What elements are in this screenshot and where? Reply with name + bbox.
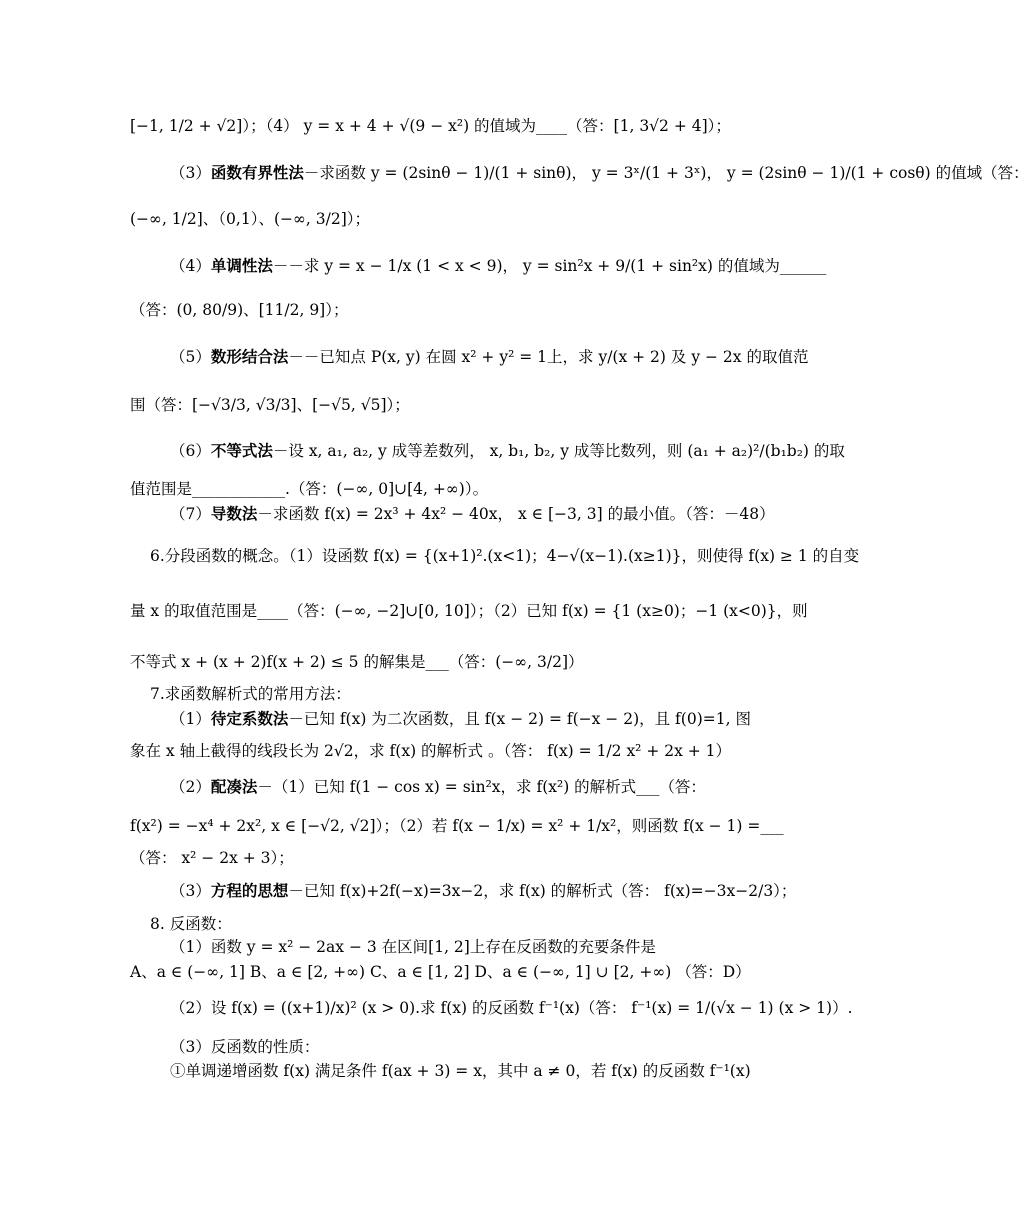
method-derivative: （7）导数法－求函数 f(x) = 2x³ + 4x² − 40x， x ∈ [−3, 3] 的最小值。（答：－48） [170,505,775,523]
text-line-25: （3）反函数的性质： [170,1038,320,1056]
text-line-5: （答：(0, 80/9)、[11/2, 9]）； [130,301,349,319]
text-line-16: 象在 x 轴上截得的线段长为 2√2，求 f(x) 的解析式 。（答： f(x) = 1/2 x² + 2x + 1） [130,742,732,760]
multiple-choice-options: A、a ∈ (−∞, 1] B、a ∈ [2, +∞) C、a ∈ [1, 2] D、a ∈ (−∞, 1] ∪ [2, +∞) （答：D） [130,963,751,981]
method-composition: （2）配凑法－（1）已知 f(1 − cos x) = sin²x，求 f(x²) 的解析式___（答： [170,778,706,796]
text-line-3: (−∞, 1/2]、（0,1）、(−∞, 3/2]）； [130,210,370,228]
method-undetermined-coefficients: （1）待定系数法－已知 f(x) 为二次函数，且 f(x − 2) = f(−x − 2)，且 f(0)=1, 图 [170,710,751,728]
text-line-13: 不等式 x + (x + 2)f(x + 2) ≤ 5 的解集是___（答：(−∞, 3/2]） [130,653,584,671]
text-line-9: 值范围是____________.（答：(−∞, 0]∪[4, +∞)）。 [130,480,489,498]
text-line-1: [−1, 1/2 + √2]）；（4） y = x + 4 + √(9 − x²) 的值域为____（答：[1, 3√2 + 4]）； [130,117,731,135]
method-boundedness: （3）函数有界性法－求函数 y = (2sinθ − 1)/(1 + sinθ)， y = 3ˣ/(1 + 3ˣ)， y = (2sinθ − 1)/(1 + cosθ) 的值域（答： [170,164,1029,182]
section-6-heading: 6.分段函数的概念。（1）设函数 f(x) = {(x+1)².(x<1)；4−√(x−1).(x≥1)}，则使得 f(x) ≥ 1 的自变 [150,547,860,565]
method-geometric: （5）数形结合法－－已知点 P(x, y) 在圆 x² + y² = 1上，求 y/(x + 2) 及 y − 2x 的取值范 [170,348,809,366]
text-line-24: （2）设 f(x) = ((x+1)/x)² (x > 0).求 f(x) 的反函数 f⁻¹(x)（答： f⁻¹(x) = 1/(√x − 1) (x > 1)）. [170,999,853,1017]
section-7-heading: 7.求函数解析式的常用方法： [150,685,351,703]
method-inequality: （6）不等式法－设 x, a₁, a₂, y 成等差数列， x, b₁, b₂, y 成等比数列，则 (a₁ + a₂)²/(b₁b₂) 的取 [170,442,845,460]
method-equation: （3）方程的思想－已知 f(x)+2f(−x)=3x−2，求 f(x) 的解析式（答： f(x)=−3x−2/3）； [170,882,797,900]
text-line-7: 围（答：[−√3/3, √3/3]、[−√5, √5]）； [130,396,410,414]
section-8-heading: 8. 反函数： [150,915,232,933]
text-line-12: 量 x 的取值范围是____（答：(−∞, −2]∪[0, 10]）；（2）已知 f(x) = {1 (x≥0)；−1 (x<0)}，则 [130,602,808,620]
text-line-22: （1）函数 y = x² − 2ax − 3 在区间[1, 2]上存在反函数的充要条件是 [170,938,656,956]
text-line-26: ①单调递增函数 f(x) 满足条件 f(ax + 3) = x，其中 a ≠ 0，若 f(x) 的反函数 f⁻¹(x) [170,1062,751,1080]
text-line-19: （答： x² − 2x + 3）； [130,849,294,867]
text-line-18: f(x²) = −x⁴ + 2x², x ∈ [−√2, √2]）；（2）若 f(x − 1/x) = x² + 1/x²，则函数 f(x − 1) =___ [130,817,784,835]
method-monotonicity: （4）单调性法－－求 y = x − 1/x (1 < x < 9)， y = sin²x + 9/(1 + sin²x) 的值域为______ [170,257,827,275]
